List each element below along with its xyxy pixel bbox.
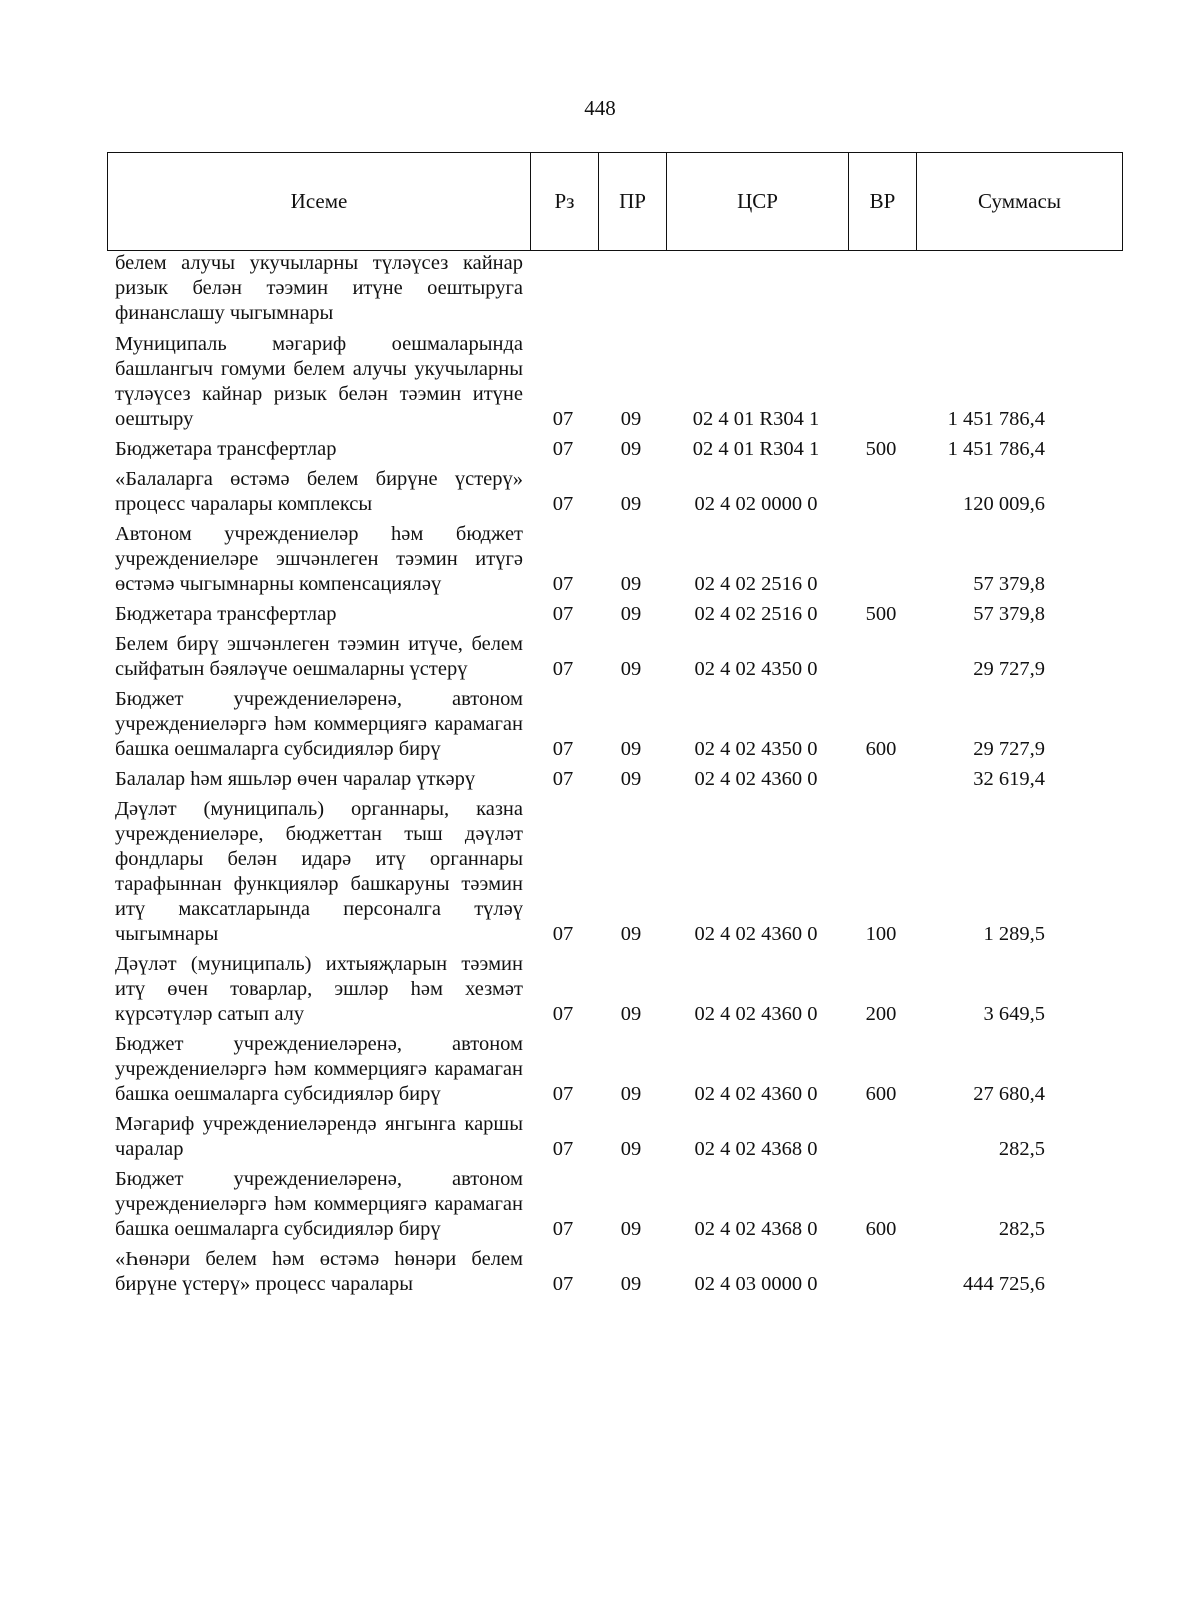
row-rz: 07 <box>552 1273 574 1295</box>
row-rz: 07 <box>552 923 574 945</box>
table-row <box>115 251 1115 326</box>
row-sum: 1 451 786,4 <box>947 438 1045 460</box>
row-name: Бюджетара трансфертлар <box>115 438 337 460</box>
row-vr: 600 <box>865 1218 897 1240</box>
row-rz: 07 <box>552 768 574 790</box>
row-name: Мәгариф учреждениеләрендә янгынга каршы чаралар <box>115 1113 523 1160</box>
row-pr: 09 <box>620 658 642 680</box>
table-header <box>107 152 1123 251</box>
header-csr: ЦСР <box>666 153 848 250</box>
row-csr: 02 4 02 4368 0 <box>694 1218 818 1240</box>
row-name: Муниципаль мәгариф оешмаларында башлангыч гомуми белем алучы укучыларны түләүсез кайнар ризык белән тәэмин итүне оештыру <box>115 333 523 430</box>
row-sum: 3 649,5 <box>983 1003 1045 1025</box>
table-row <box>115 437 1115 462</box>
row-csr: 02 4 02 2516 0 <box>694 603 818 625</box>
row-vr: 500 <box>865 438 897 460</box>
table-row <box>115 952 1115 1027</box>
row-sum: 27 680,4 <box>973 1083 1045 1105</box>
row-pr: 09 <box>620 438 642 460</box>
row-sum: 444 725,6 <box>963 1273 1045 1295</box>
row-rz: 07 <box>552 1083 574 1105</box>
row-sum: 32 619,4 <box>973 768 1045 790</box>
table-row <box>115 1247 1115 1297</box>
row-rz: 07 <box>552 493 574 515</box>
row-csr: 02 4 02 4360 0 <box>694 923 818 945</box>
header-sum: Суммасы <box>916 153 1122 250</box>
row-sum: 282,5 <box>998 1138 1045 1160</box>
row-pr: 09 <box>620 923 642 945</box>
row-rz: 07 <box>552 1218 574 1240</box>
row-name: Дәүләт (муниципаль) органнары, казна учреждениеләре, бюджеттан тыш дәүләт фондлары белән идарә итү органнары тарафыннан функцияләр башкаруны тәэмин итү максатларында персоналга түләү чыгымнары <box>115 798 523 945</box>
row-vr: 100 <box>865 923 897 945</box>
row-vr: 500 <box>865 603 897 625</box>
row-csr: 02 4 02 4360 0 <box>694 1083 818 1105</box>
row-csr: 02 4 02 4360 0 <box>694 1003 818 1025</box>
row-sum: 120 009,6 <box>963 493 1045 515</box>
table-row <box>115 767 1115 792</box>
row-rz: 07 <box>552 738 574 760</box>
row-pr: 09 <box>620 1003 642 1025</box>
row-pr: 09 <box>620 1138 642 1160</box>
page-number: 448 <box>584 96 616 120</box>
row-vr: 200 <box>865 1003 897 1025</box>
row-vr: 600 <box>865 738 897 760</box>
row-csr: 02 4 02 2516 0 <box>694 573 818 595</box>
table-row <box>115 1167 1115 1242</box>
table-row <box>115 797 1115 947</box>
row-name: Белем бирү эшчәнлеген тәэмин итүче, белем сыйфатын бәяләүче оешмаларны үстерү <box>115 633 523 680</box>
row-pr: 09 <box>620 1218 642 1240</box>
table-row <box>115 602 1115 627</box>
header-vr: ВР <box>848 153 916 250</box>
row-sum: 1 289,5 <box>983 923 1045 945</box>
row-rz: 07 <box>552 573 574 595</box>
table-row <box>115 467 1115 517</box>
row-pr: 09 <box>620 493 642 515</box>
row-pr: 09 <box>620 408 642 430</box>
row-name: Дәүләт (муниципаль) ихтыяҗларын тәэмин итү өчен товарлар, эшләр һәм хезмәт күрсәтүләр сатып алу <box>115 953 523 1025</box>
row-rz: 07 <box>552 408 574 430</box>
row-csr: 02 4 02 4360 0 <box>694 768 818 790</box>
row-rz: 07 <box>552 438 574 460</box>
row-name: Бюджетара трансфертлар <box>115 603 337 625</box>
row-pr: 09 <box>620 768 642 790</box>
table-row <box>115 1032 1115 1107</box>
table-row <box>115 687 1115 762</box>
row-rz: 07 <box>552 658 574 680</box>
row-rz: 07 <box>552 1003 574 1025</box>
row-csr: 02 4 01 R304 1 <box>692 408 820 430</box>
row-csr: 02 4 02 4350 0 <box>694 658 818 680</box>
table-row <box>115 1112 1115 1162</box>
table-body <box>115 251 1115 1302</box>
row-sum: 29 727,9 <box>973 658 1045 680</box>
row-name: Балалар һәм яшьләр өчен чаралар үткәрү <box>115 768 476 790</box>
header-rz: Рз <box>530 153 598 250</box>
table-row <box>115 522 1115 597</box>
row-csr: 02 4 02 0000 0 <box>694 493 818 515</box>
row-name: белем алучы укучыларны түләүсез кайнар ризык белән тәэмин итүне оештыруга финанслашу чыгымнары <box>115 252 523 324</box>
row-name: Автоном учреждениеләр һәм бюджет учреждениеләре эшчәнлеген тәэмин итүгә өстәмә чыгымнарны компенсацияләү <box>115 523 523 595</box>
row-name: Бюджет учреждениеләренә, автоном учреждениеләргә һәм коммерциягә карамаган башка оешмаларга субсидияләр бирү <box>115 1168 523 1240</box>
row-pr: 09 <box>620 1083 642 1105</box>
row-sum: 29 727,9 <box>973 738 1045 760</box>
row-name: Бюджет учреждениеләренә, автоном учреждениеләргә һәм коммерциягә карамаган башка оешмаларга субсидияләр бирү <box>115 1033 523 1105</box>
row-pr: 09 <box>620 738 642 760</box>
row-name: «Балаларга өстәмә белем бирүне үстерү» процесс чаралары комплексы <box>115 468 523 515</box>
row-csr: 02 4 02 4350 0 <box>694 738 818 760</box>
row-pr: 09 <box>620 603 642 625</box>
header-pr: ПР <box>598 153 666 250</box>
row-pr: 09 <box>620 1273 642 1295</box>
row-sum: 282,5 <box>998 1218 1045 1240</box>
row-rz: 07 <box>552 1138 574 1160</box>
row-name: Бюджет учреждениеләренә, автоном учреждениеләргә һәм коммерциягә карамаган башка оешмаларга субсидияләр бирү <box>115 688 523 760</box>
row-csr: 02 4 01 R304 1 <box>692 438 820 460</box>
table-row <box>115 632 1115 682</box>
row-sum: 57 379,8 <box>973 573 1045 595</box>
table-row <box>115 332 1115 432</box>
row-rz: 07 <box>552 603 574 625</box>
row-sum: 1 451 786,4 <box>947 408 1045 430</box>
row-name: «Һөнәри белем һәм өстәмә һөнәри белем бирүне үстерү» процесс чаралары <box>115 1248 523 1295</box>
row-csr: 02 4 03 0000 0 <box>694 1273 818 1295</box>
row-csr: 02 4 02 4368 0 <box>694 1138 818 1160</box>
header-name: Исеме <box>290 189 348 213</box>
row-sum: 57 379,8 <box>973 603 1045 625</box>
row-pr: 09 <box>620 573 642 595</box>
row-vr: 600 <box>865 1083 897 1105</box>
